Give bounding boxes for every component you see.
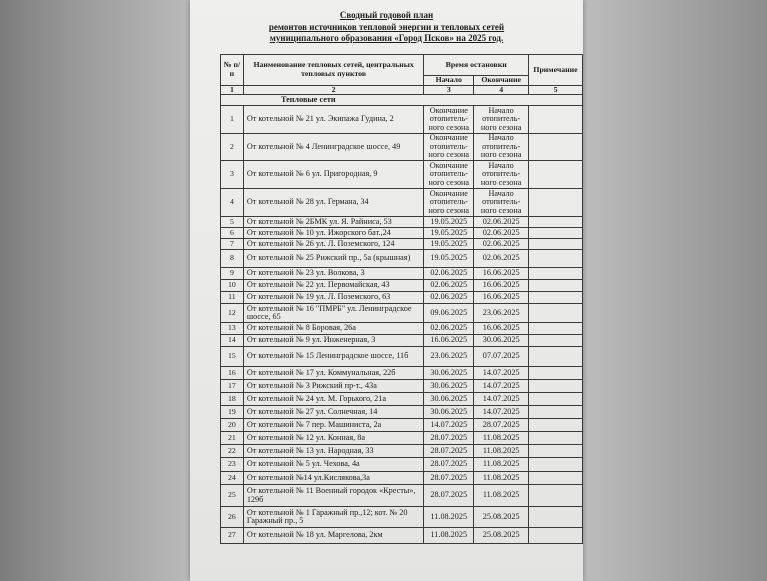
table-row [221,432,583,445]
table-row [221,347,583,367]
row-start-date: 16.06.2025 [424,335,474,347]
row-number: 4 [221,189,244,217]
row-end-date: Начало отопитель-ного сезона [474,161,529,189]
row-name: От котельной № 16 "ПМРБ" ул. Ленинградское шоссе, 65 [243,304,424,323]
table-row [221,134,583,161]
row-number: 9 [221,268,244,280]
row-start-date: 02.06.2025 [424,268,474,280]
row-note [529,380,583,393]
row-end-date: 11.08.2025 [474,472,529,485]
row-number: 13 [221,323,244,335]
row-number: 25 [221,485,244,507]
header-name: Наименование тепловых сетей, центральных тепловых пунктов [243,55,424,86]
col-number-1: 1 [221,85,244,95]
title-line-3: муниципального образования «Город Псков» на 2025 год. [269,33,504,43]
row-note [529,161,583,189]
row-number: 22 [221,445,244,458]
table-row [221,304,583,323]
row-number: 17 [221,380,244,393]
row-name: От котельной № 17 ул. Коммунальная, 22б [243,367,424,380]
row-end-date: 16.06.2025 [474,268,529,280]
row-note [529,458,583,472]
row-note [529,419,583,432]
row-name: От котельной № 2БМК ул. Я. Райниса, 53 [243,217,424,228]
row-number: 11 [221,292,244,304]
row-note [529,485,583,507]
row-start-date: 19.05.2025 [424,239,474,250]
row-note [529,189,583,217]
row-note [529,268,583,280]
column-number-row [221,85,583,95]
row-note [529,393,583,406]
title-line-2: ремонтов источников тепловой энергии и тепловых сетей [268,21,505,32]
table-row [221,406,583,419]
row-end-date: 25.08.2025 [474,507,529,528]
row-number: 26 [221,507,244,528]
table-row [221,445,583,458]
row-number: 21 [221,432,244,445]
row-note [529,347,583,367]
table-row [221,528,583,544]
header-note: Примечание [529,55,583,86]
row-end-date: 11.08.2025 [474,458,529,472]
row-start-date: 11.08.2025 [424,528,474,544]
row-start-date: 23.06.2025 [424,347,474,367]
row-note [529,367,583,380]
row-name: От котельной № 5 ул. Чехова, 4а [243,458,424,472]
row-start-date: Окончание отопитель-ного сезона [424,189,474,217]
row-number: 6 [221,228,244,239]
table-row [221,507,583,528]
row-number: 8 [221,250,244,268]
section-label: Тепловые сети [221,95,583,106]
row-name: От котельной № 6 ул. Пригородная, 9 [243,161,424,189]
row-end-date: 07.07.2025 [474,347,529,367]
table-row [221,367,583,380]
row-note [529,472,583,485]
row-name: От котельной № 4 Ленинградское шоссе, 49 [243,134,424,161]
row-number: 24 [221,472,244,485]
row-note [529,507,583,528]
row-number: 2 [221,134,244,161]
row-end-date: 16.06.2025 [474,323,529,335]
row-end-date: 11.08.2025 [474,432,529,445]
row-note [529,406,583,419]
row-end-date: Начало отопитель-ного сезона [474,106,529,134]
row-start-date: 19.05.2025 [424,250,474,268]
row-start-date: 02.06.2025 [424,280,474,292]
row-name: От котельной №14 ул.Кислякова,3а [243,472,424,485]
row-name: От котельной № 19 ул. Л. Поземского, 63 [243,292,424,304]
col-number-4: 4 [474,85,529,95]
row-note [529,445,583,458]
row-end-date: 14.07.2025 [474,367,529,380]
row-name: От котельной № 21 ул. Экипажа Гудина, 2 [243,106,424,134]
col-number-5: 5 [529,85,583,95]
col-number-2: 2 [243,85,424,95]
row-end-date: 14.07.2025 [474,406,529,419]
row-name: От котельной № 26 ул. Л. Поземского, 124 [243,239,424,250]
table-row [221,217,583,228]
row-note [529,528,583,544]
row-name: От котельной № 10 ул. Ижорского бат.,24 [243,228,424,239]
row-number: 23 [221,458,244,472]
row-name: От котельной № 15 Ленинградское шоссе, 11б [243,347,424,367]
table-row [221,161,583,189]
row-name: От котельной № 24 ул. М. Горького, 21а [243,393,424,406]
row-note [529,228,583,239]
col-number-3: 3 [424,85,474,95]
row-start-date: 02.06.2025 [424,323,474,335]
row-start-date: 28.07.2025 [424,472,474,485]
row-note [529,304,583,323]
table-row [221,106,583,134]
row-name: От котельной № 13 ул. Народная, 33 [243,445,424,458]
row-start-date: Окончание отопитель-ного сезона [424,134,474,161]
row-number: 3 [221,161,244,189]
row-note [529,335,583,347]
row-name: От котельной № 9 ул. Инженерная, 3 [243,335,424,347]
row-end-date: 02.06.2025 [474,250,529,268]
row-number: 27 [221,528,244,544]
table-row [221,485,583,507]
title-line-1: Сводный годовой план [339,10,434,20]
header-start: Начало [424,76,474,86]
row-note [529,134,583,161]
row-number: 1 [221,106,244,134]
section-row [221,95,583,106]
table-row [221,458,583,472]
document-page [190,0,583,581]
row-end-date: 11.08.2025 [474,485,529,507]
document-title [190,10,583,45]
repair-plan-table [220,54,583,544]
row-note [529,250,583,268]
row-start-date: 30.06.2025 [424,380,474,393]
row-number: 19 [221,406,244,419]
row-note [529,432,583,445]
table-row [221,280,583,292]
header-row [221,55,583,76]
row-start-date: 09.06.2025 [424,304,474,323]
row-end-date: 02.06.2025 [474,217,529,228]
row-number: 7 [221,239,244,250]
row-number: 20 [221,419,244,432]
row-number: 12 [221,304,244,323]
row-name: От котельной № 11 Военный городок «Кресты», 129б [243,485,424,507]
row-start-date: 28.07.2025 [424,432,474,445]
row-end-date: 02.06.2025 [474,239,529,250]
row-name: От котельной № 23 ул. Волкова, 3 [243,268,424,280]
row-name: От котельной № 12 ул. Конная, 8а [243,432,424,445]
row-number: 10 [221,280,244,292]
row-number: 14 [221,335,244,347]
row-name: От котельной № 8 Боровая, 26а [243,323,424,335]
row-note [529,239,583,250]
row-end-date: Начало отопитель-ного сезона [474,189,529,217]
row-name: От котельной № 3 Рижский пр-т., 43а [243,380,424,393]
row-end-date: 25.08.2025 [474,528,529,544]
row-start-date: Окончание отопитель-ного сезона [424,106,474,134]
row-start-date: Окончание отопитель-ного сезона [424,161,474,189]
row-end-date: 16.06.2025 [474,292,529,304]
table-row [221,323,583,335]
row-start-date: 28.07.2025 [424,458,474,472]
row-start-date: 30.06.2025 [424,406,474,419]
row-end-date: 14.07.2025 [474,380,529,393]
row-start-date: 28.07.2025 [424,445,474,458]
row-end-date: 16.06.2025 [474,280,529,292]
row-end-date: 30.06.2025 [474,335,529,347]
row-name: От котельной № 1 Гаражный пр.,12; кот. № 20 Гаражный пр., 5 [243,507,424,528]
table-row [221,393,583,406]
row-end-date: Начало отопитель-ного сезона [474,134,529,161]
table-row [221,472,583,485]
row-number: 15 [221,347,244,367]
row-number: 16 [221,367,244,380]
row-start-date: 30.06.2025 [424,393,474,406]
row-end-date: 23.06.2025 [474,304,529,323]
table-row [221,228,583,239]
row-number: 18 [221,393,244,406]
row-name: От котельной № 22 ул. Первомайская, 43 [243,280,424,292]
row-start-date: 19.05.2025 [424,217,474,228]
row-start-date: 30.06.2025 [424,367,474,380]
header-stop-time: Время остановки [424,55,529,76]
table-row [221,189,583,217]
row-name: От котельной № 27 ул. Солнечная, 14 [243,406,424,419]
row-start-date: 11.08.2025 [424,507,474,528]
table-row [221,239,583,250]
row-note [529,280,583,292]
row-end-date: 28.07.2025 [474,419,529,432]
row-end-date: 11.08.2025 [474,445,529,458]
row-note [529,106,583,134]
table-row [221,380,583,393]
row-start-date: 14.07.2025 [424,419,474,432]
row-start-date: 02.06.2025 [424,292,474,304]
row-end-date: 14.07.2025 [474,393,529,406]
row-end-date: 02.06.2025 [474,228,529,239]
row-name: От котельной № 7 пер. Машиниста, 2а [243,419,424,432]
row-number: 5 [221,217,244,228]
header-end: Окончание [474,76,529,86]
table-row [221,292,583,304]
table-row [221,419,583,432]
row-name: От котельной № 28 ул. Германа, 34 [243,189,424,217]
row-start-date: 28.07.2025 [424,485,474,507]
row-name: От котельной № 25 Рижский пр., 5а (крышная) [243,250,424,268]
row-name: От котельной № 18 ул. Маргелова, 2км [243,528,424,544]
table-row [221,268,583,280]
row-note [529,292,583,304]
row-note [529,323,583,335]
table-row [221,250,583,268]
row-start-date: 19.05.2025 [424,228,474,239]
header-num: № п/п [221,55,244,86]
table-row [221,335,583,347]
row-note [529,217,583,228]
